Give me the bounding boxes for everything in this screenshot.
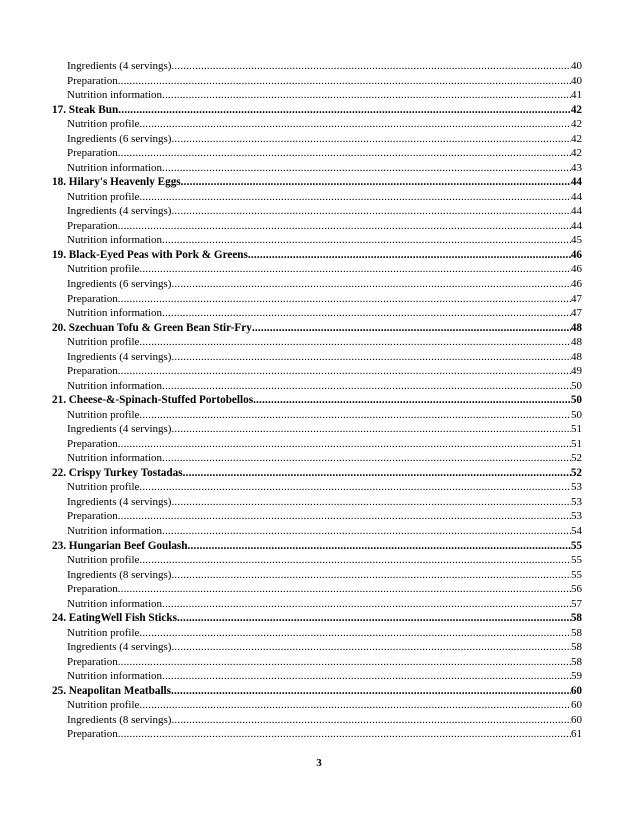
toc-entry-page: 40 — [571, 60, 582, 72]
toc-entry-label: Ingredients (4 servings) — [67, 641, 172, 654]
toc-dot-leader — [162, 233, 571, 248]
toc-chapter-entry[interactable] — [52, 321, 582, 336]
toc-entry-label: 24. EatingWell Fish Sticks — [52, 612, 177, 625]
toc-entry-page: 48 — [571, 336, 582, 349]
toc-dot-leader — [118, 727, 571, 742]
toc-entry-label: Nutrition information — [67, 452, 163, 465]
toc-dot-leader — [162, 88, 571, 103]
toc-entry-label: Preparation — [67, 728, 118, 741]
toc-entry-label: Nutrition information — [67, 525, 163, 537]
toc-entry-page: 60 — [571, 713, 582, 726]
toc-subentry[interactable] — [52, 219, 582, 234]
toc-entry-page: 45 — [571, 234, 582, 247]
toc-subentry[interactable] — [52, 350, 582, 365]
toc-entry-page: 44 — [570, 176, 582, 189]
toc-subentry[interactable] — [52, 408, 582, 423]
toc-entry-page: 58 — [571, 641, 582, 654]
toc-dot-leader — [139, 698, 571, 713]
toc-entry-page: 53 — [571, 481, 582, 494]
toc-subentry[interactable] — [52, 495, 582, 510]
toc-entry-page: 53 — [571, 495, 582, 508]
toc-subentry[interactable] — [52, 364, 582, 379]
toc-entry-label: Ingredients (4 servings) — [67, 350, 172, 363]
toc-entry-page: 55 — [571, 554, 582, 567]
toc-entry-page: 55 — [571, 568, 582, 581]
toc-dot-leader — [162, 524, 571, 539]
toc-dot-leader — [139, 335, 571, 350]
toc-dot-leader — [118, 582, 571, 597]
toc-entry-page: 41 — [571, 89, 582, 102]
toc-dot-leader — [118, 103, 571, 118]
toc-dot-leader — [171, 568, 571, 583]
toc-entry-page: 42 — [571, 147, 582, 160]
toc-entry-label: Nutrition information — [67, 89, 163, 102]
toc-entry-label: Ingredients (4 servings) — [67, 60, 172, 72]
toc-entry-label: Nutrition profile — [67, 481, 140, 494]
toc-subentry[interactable] — [52, 553, 582, 568]
toc-dot-leader — [139, 626, 571, 641]
toc-entry-label: Nutrition information — [67, 234, 163, 247]
toc-entry-page: 56 — [571, 583, 582, 596]
toc-dot-leader — [171, 640, 571, 655]
toc-subentry[interactable] — [52, 713, 582, 728]
toc-entry-page: 44 — [571, 205, 582, 218]
toc-entry-page: 46 — [570, 248, 582, 261]
toc-subentry[interactable] — [52, 132, 582, 147]
toc-subentry[interactable] — [52, 262, 582, 277]
toc-entry-page: 40 — [571, 74, 582, 87]
toc-entry-label: Nutrition information — [67, 307, 163, 320]
toc-entry-page: 55 — [570, 539, 582, 552]
toc-subentry[interactable] — [52, 306, 582, 321]
toc-entry-page: 59 — [571, 670, 582, 683]
toc-entry-label: Preparation — [67, 292, 118, 305]
toc-entry-label: 22. Crispy Turkey Tostadas — [52, 466, 183, 479]
toc-entry-page: 51 — [571, 423, 582, 436]
toc-dot-leader — [253, 393, 571, 408]
toc-chapter-entry[interactable] — [52, 539, 582, 554]
toc-dot-leader — [171, 277, 571, 292]
toc-dot-leader — [118, 364, 571, 379]
toc-entry-page: 60 — [571, 699, 582, 712]
toc-entry-page: 48 — [571, 350, 582, 363]
toc-entry-page: 58 — [571, 626, 582, 639]
toc-entry-label: Ingredients (4 servings) — [67, 423, 172, 436]
toc-subentry[interactable] — [52, 698, 582, 713]
toc-chapter-entry[interactable] — [52, 611, 582, 626]
toc-entry-page: 52 — [571, 452, 582, 465]
toc-entry-label: Nutrition profile — [67, 118, 140, 131]
page-number: 3 — [316, 757, 322, 769]
toc-dot-leader — [118, 437, 571, 452]
toc-subentry[interactable] — [52, 509, 582, 524]
toc-chapter-entry[interactable] — [52, 103, 582, 118]
toc-entry-label: Nutrition profile — [67, 263, 140, 276]
toc-entry-label: Preparation — [67, 510, 118, 523]
toc-dot-leader — [162, 306, 571, 321]
toc-entry-label: Preparation — [67, 583, 118, 596]
toc-dot-leader — [139, 190, 571, 205]
toc-entry-page: 58 — [570, 612, 582, 625]
toc-entry-page: 42 — [571, 118, 582, 131]
toc-entry-page: 47 — [571, 307, 582, 320]
toc-dot-leader — [252, 321, 571, 336]
toc-entry-label: 17. Steak Bun — [52, 103, 119, 116]
toc-dot-leader — [171, 59, 571, 74]
toc-subentry[interactable] — [52, 277, 582, 292]
toc-subentry[interactable] — [52, 190, 582, 205]
toc-dot-leader — [188, 539, 571, 554]
toc-entry-label: 19. Black-Eyed Peas with Pork & Greens — [52, 248, 248, 261]
toc-subentry[interactable] — [52, 379, 582, 394]
toc-subentry[interactable] — [52, 74, 582, 89]
toc-dot-leader — [162, 451, 571, 466]
toc-entry-label: Ingredients (6 servings) — [67, 132, 172, 145]
toc-dot-leader — [118, 219, 571, 234]
toc-subentry[interactable] — [52, 626, 582, 641]
toc-entry-page: 44 — [571, 219, 582, 232]
toc-subentry[interactable] — [52, 59, 582, 74]
toc-chapter-entry[interactable] — [52, 393, 582, 408]
toc-dot-leader — [171, 132, 571, 147]
toc-subentry[interactable] — [52, 582, 582, 597]
toc-subentry[interactable] — [52, 524, 582, 539]
toc-subentry[interactable] — [52, 437, 582, 452]
toc-subentry[interactable] — [52, 204, 582, 219]
toc-entry-label: 18. Hilary's Heavenly Eggs — [52, 176, 181, 189]
toc-dot-leader — [171, 350, 571, 365]
table-of-contents — [52, 59, 582, 742]
toc-subentry[interactable] — [52, 161, 582, 176]
toc-entry-page: 49 — [571, 365, 582, 378]
toc-dot-leader — [162, 669, 571, 684]
toc-dot-leader — [139, 408, 571, 423]
toc-entry-label: Nutrition information — [67, 597, 163, 610]
toc-subentry[interactable] — [52, 669, 582, 684]
toc-entry-page: 61 — [571, 728, 582, 741]
toc-entry-label: 21. Cheese-&-Spinach-Stuffed Portobellos — [52, 394, 254, 407]
toc-entry-page: 50 — [571, 379, 582, 392]
toc-entry-page: 44 — [571, 190, 582, 203]
toc-entry-label: Nutrition profile — [67, 336, 140, 349]
toc-dot-leader — [183, 466, 571, 481]
toc-dot-leader — [177, 611, 571, 626]
toc-subentry[interactable] — [52, 233, 582, 248]
toc-entry-label: Nutrition profile — [67, 408, 140, 421]
toc-entry-label: Ingredients (4 servings) — [67, 205, 172, 218]
toc-dot-leader — [181, 175, 571, 190]
toc-entry-label: 23. Hungarian Beef Goulash — [52, 539, 188, 552]
toc-subentry[interactable] — [52, 146, 582, 161]
toc-entry-label: Nutrition profile — [67, 626, 140, 639]
toc-subentry[interactable] — [52, 335, 582, 350]
toc-dot-leader — [118, 146, 571, 161]
toc-dot-leader — [118, 74, 571, 89]
toc-entry-page: 50 — [571, 408, 582, 421]
toc-dot-leader — [171, 204, 571, 219]
toc-subentry[interactable] — [52, 422, 582, 437]
toc-dot-leader — [171, 422, 571, 437]
toc-entry-label: Nutrition profile — [67, 554, 140, 567]
toc-entry-page: 42 — [570, 103, 582, 116]
toc-dot-leader — [139, 553, 571, 568]
toc-entry-page: 53 — [571, 510, 582, 523]
toc-subentry[interactable] — [52, 655, 582, 670]
toc-subentry[interactable] — [52, 727, 582, 742]
toc-dot-leader — [162, 597, 571, 612]
toc-entry-label: Ingredients (8 servings) — [67, 568, 172, 581]
toc-entry-label: 25. Neapolitan Meatballs — [52, 684, 172, 697]
toc-dot-leader — [171, 713, 571, 728]
toc-entry-page: 57 — [571, 597, 582, 610]
toc-subentry[interactable] — [52, 117, 582, 132]
toc-entry-page: 48 — [570, 321, 582, 334]
toc-entry-label: Ingredients (6 servings) — [67, 277, 172, 290]
toc-entry-label: Preparation — [67, 74, 118, 87]
toc-chapter-entry[interactable] — [52, 466, 582, 481]
toc-entry-label: Ingredients (8 servings) — [67, 713, 172, 726]
toc-dot-leader — [139, 117, 571, 132]
toc-chapter-entry[interactable] — [52, 684, 582, 699]
toc-entry-label: Nutrition information — [67, 670, 163, 683]
toc-entry-page: 51 — [571, 437, 582, 450]
toc-entry-page: 46 — [571, 277, 582, 290]
toc-subentry[interactable] — [52, 451, 582, 466]
toc-entry-page: 46 — [571, 263, 582, 276]
toc-dot-leader — [248, 248, 571, 263]
toc-entry-page: 58 — [571, 655, 582, 668]
toc-chapter-entry[interactable] — [52, 248, 582, 263]
toc-dot-leader — [139, 262, 571, 277]
toc-entry-label: 20. Szechuan Tofu & Green Bean Stir-Fry — [52, 321, 252, 334]
toc-dot-leader — [171, 495, 571, 510]
toc-dot-leader — [139, 480, 571, 495]
toc-entry-page: 42 — [571, 132, 582, 145]
toc-entry-page: 47 — [571, 292, 582, 305]
toc-dot-leader — [118, 509, 571, 524]
toc-entry-label: Preparation — [67, 219, 118, 232]
toc-entry-label: Nutrition information — [67, 379, 163, 392]
toc-entry-label: Nutrition profile — [67, 699, 140, 712]
toc-entry-label: Preparation — [67, 655, 118, 668]
toc-entry-label: Preparation — [67, 147, 118, 160]
toc-entry-page: 43 — [571, 161, 582, 174]
toc-entry-label: Nutrition information — [67, 161, 163, 174]
toc-entry-label: Nutrition profile — [67, 190, 140, 203]
toc-entry-page: 50 — [570, 394, 582, 407]
toc-subentry[interactable] — [52, 568, 582, 583]
toc-dot-leader — [171, 684, 571, 699]
toc-dot-leader — [162, 379, 571, 394]
toc-entry-label: Ingredients (4 servings) — [67, 495, 172, 508]
toc-entry-page: 54 — [571, 525, 582, 537]
toc-subentry[interactable] — [52, 640, 582, 655]
toc-subentry[interactable] — [52, 292, 582, 307]
toc-chapter-entry[interactable] — [52, 175, 582, 190]
toc-dot-leader — [162, 161, 571, 176]
toc-entry-label: Preparation — [67, 437, 118, 450]
toc-entry-label: Preparation — [67, 365, 118, 378]
toc-subentry[interactable] — [52, 88, 582, 103]
toc-dot-leader — [118, 292, 571, 307]
toc-subentry[interactable] — [52, 597, 582, 612]
toc-subentry[interactable] — [52, 480, 582, 495]
toc-entry-page: 60 — [570, 684, 582, 697]
toc-entry-page: 52 — [570, 466, 582, 479]
toc-dot-leader — [118, 655, 571, 670]
